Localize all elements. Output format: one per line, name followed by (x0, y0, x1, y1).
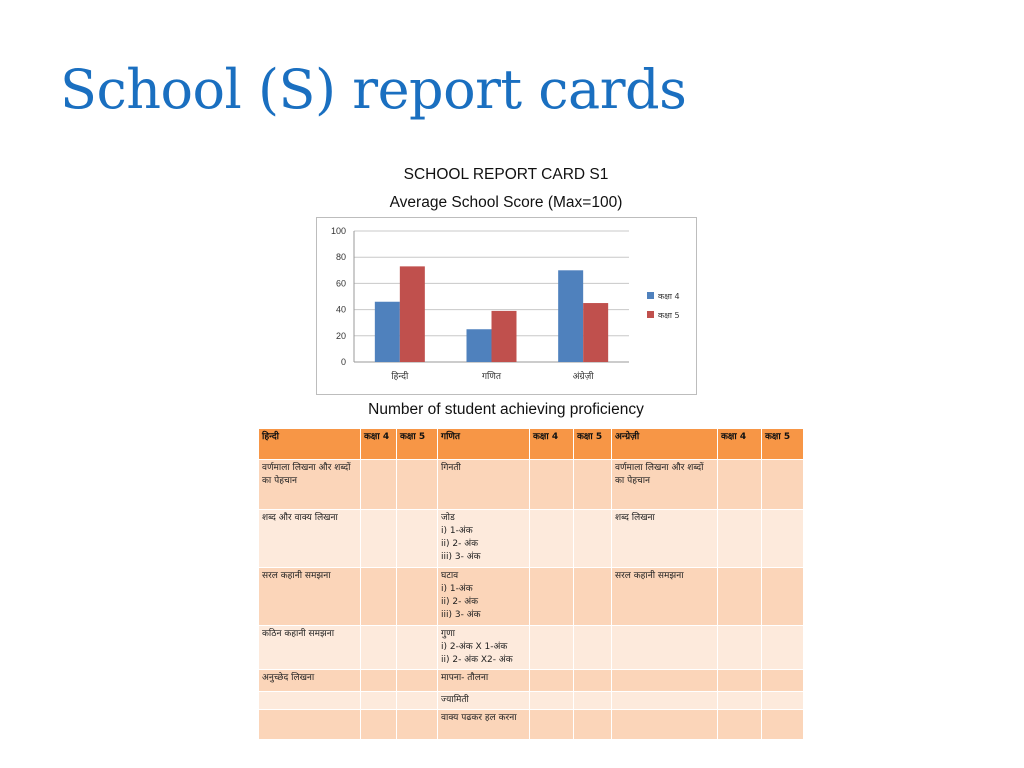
empty-count-cell (530, 568, 574, 626)
table-cell: वर्णमाला लिखना और शब्दों का पेहचान (612, 460, 718, 510)
bar-class5 (583, 303, 608, 362)
bar-class4 (375, 302, 400, 362)
table-cell (612, 670, 718, 692)
table-header-cell: कक्षा 5 (574, 429, 612, 460)
empty-count-cell (762, 692, 804, 710)
empty-count-cell (361, 510, 397, 568)
y-tick-label: 80 (335, 252, 346, 263)
table-cell (259, 692, 361, 710)
table-header-row (259, 429, 804, 460)
y-tick-label: 20 (335, 330, 346, 341)
table-cell: शब्द लिखना (612, 510, 718, 568)
x-tick-label: हिन्दी (391, 372, 409, 382)
bar-class4 (467, 329, 492, 362)
empty-count-cell (361, 670, 397, 692)
empty-count-cell (574, 568, 612, 626)
table-cell (612, 710, 718, 740)
empty-count-cell (718, 568, 762, 626)
empty-count-cell (397, 692, 438, 710)
empty-count-cell (762, 710, 804, 740)
y-tick-label: 40 (335, 304, 346, 315)
empty-count-cell (718, 692, 762, 710)
table-header-cell: कक्षा 4 (530, 429, 574, 460)
empty-count-cell (530, 626, 574, 670)
x-tick-label: अंग्रेज़ी (572, 372, 594, 382)
table-header-cell: अन्ग्रेज़ी (612, 429, 718, 460)
table-row (259, 460, 804, 510)
empty-count-cell (762, 568, 804, 626)
table-cell: कठिन कहानी समझना (259, 626, 361, 670)
bar-chart-canvas (317, 218, 696, 394)
empty-count-cell (574, 626, 612, 670)
empty-count-cell (397, 460, 438, 510)
table-header-cell: कक्षा 4 (361, 429, 397, 460)
y-tick-label: 100 (330, 226, 346, 236)
table-row (259, 568, 804, 626)
empty-count-cell (397, 626, 438, 670)
bar-class5 (400, 266, 425, 362)
slide-title: School (S) report cards (60, 58, 687, 121)
table-header-cell: कक्षा 5 (762, 429, 804, 460)
empty-count-cell (762, 510, 804, 568)
bar-chart (316, 217, 697, 395)
table-cell: वर्णमाला लिखना और शब्दों का पेहचान (259, 460, 361, 510)
table-cell: गिनती (438, 460, 530, 510)
chart-title: SCHOOL REPORT CARD S1 (403, 166, 609, 183)
empty-count-cell (718, 510, 762, 568)
chart-subtitle: Average School Score (Max=100) (389, 194, 623, 211)
empty-count-cell (574, 460, 612, 510)
empty-count-cell (530, 710, 574, 740)
table-cell: घटाव i) 1-अंक ii) 2- अंक iii) 3- अंक (438, 568, 530, 626)
legend-label: कक्षा 4 (658, 292, 680, 301)
table-row (259, 692, 804, 710)
table-row (259, 670, 804, 692)
empty-count-cell (397, 710, 438, 740)
table-cell: गुणा i) 2-अंक X 1-अंक ii) 2- अंक X2- अंक (438, 626, 530, 670)
empty-count-cell (361, 626, 397, 670)
legend-swatch (647, 292, 654, 299)
empty-count-cell (718, 710, 762, 740)
bar-class5 (492, 311, 517, 362)
proficiency-table (258, 428, 804, 740)
table-row (259, 510, 804, 568)
empty-count-cell (397, 568, 438, 626)
bar-class4 (558, 270, 583, 362)
legend-swatch (647, 311, 654, 318)
empty-count-cell (530, 510, 574, 568)
table-cell: सरल कहानी समझना (612, 568, 718, 626)
empty-count-cell (574, 670, 612, 692)
table-row (259, 626, 804, 670)
table-cell (612, 626, 718, 670)
empty-count-cell (574, 692, 612, 710)
table-cell: शब्द और वाक्य लिखना (259, 510, 361, 568)
empty-count-cell (762, 626, 804, 670)
legend-label: कक्षा 5 (658, 311, 680, 320)
empty-count-cell (361, 710, 397, 740)
empty-count-cell (361, 692, 397, 710)
empty-count-cell (574, 510, 612, 568)
table-cell: मापना- तौलना (438, 670, 530, 692)
table-cell: ज्यामिती (438, 692, 530, 710)
empty-count-cell (397, 510, 438, 568)
x-tick-label: गणित (481, 372, 502, 382)
y-tick-label: 0 (340, 357, 346, 367)
empty-count-cell (762, 460, 804, 510)
empty-count-cell (530, 692, 574, 710)
table-header-cell: कक्षा 4 (718, 429, 762, 460)
empty-count-cell (530, 460, 574, 510)
empty-count-cell (718, 626, 762, 670)
table-cell: वाक्य पढकर हल करना (438, 710, 530, 740)
table-cell: सरल कहानी समझना (259, 568, 361, 626)
y-tick-label: 60 (335, 278, 346, 289)
table-cell (612, 692, 718, 710)
table-header-cell: गणित (438, 429, 530, 460)
table-cell: अनुच्छेद लिखना (259, 670, 361, 692)
empty-count-cell (762, 670, 804, 692)
empty-count-cell (718, 670, 762, 692)
empty-count-cell (361, 568, 397, 626)
empty-count-cell (361, 460, 397, 510)
table-header-cell: हिन्दी (259, 429, 361, 460)
table-cell (259, 710, 361, 740)
empty-count-cell (397, 670, 438, 692)
empty-count-cell (718, 460, 762, 510)
table-cell: जोड i) 1-अंक ii) 2- अंक iii) 3- अंक (438, 510, 530, 568)
empty-count-cell (574, 710, 612, 740)
table-header-cell: कक्षा 5 (397, 429, 438, 460)
empty-count-cell (530, 670, 574, 692)
table-heading: Number of student achieving proficiency (316, 401, 696, 421)
table-row (259, 710, 804, 740)
